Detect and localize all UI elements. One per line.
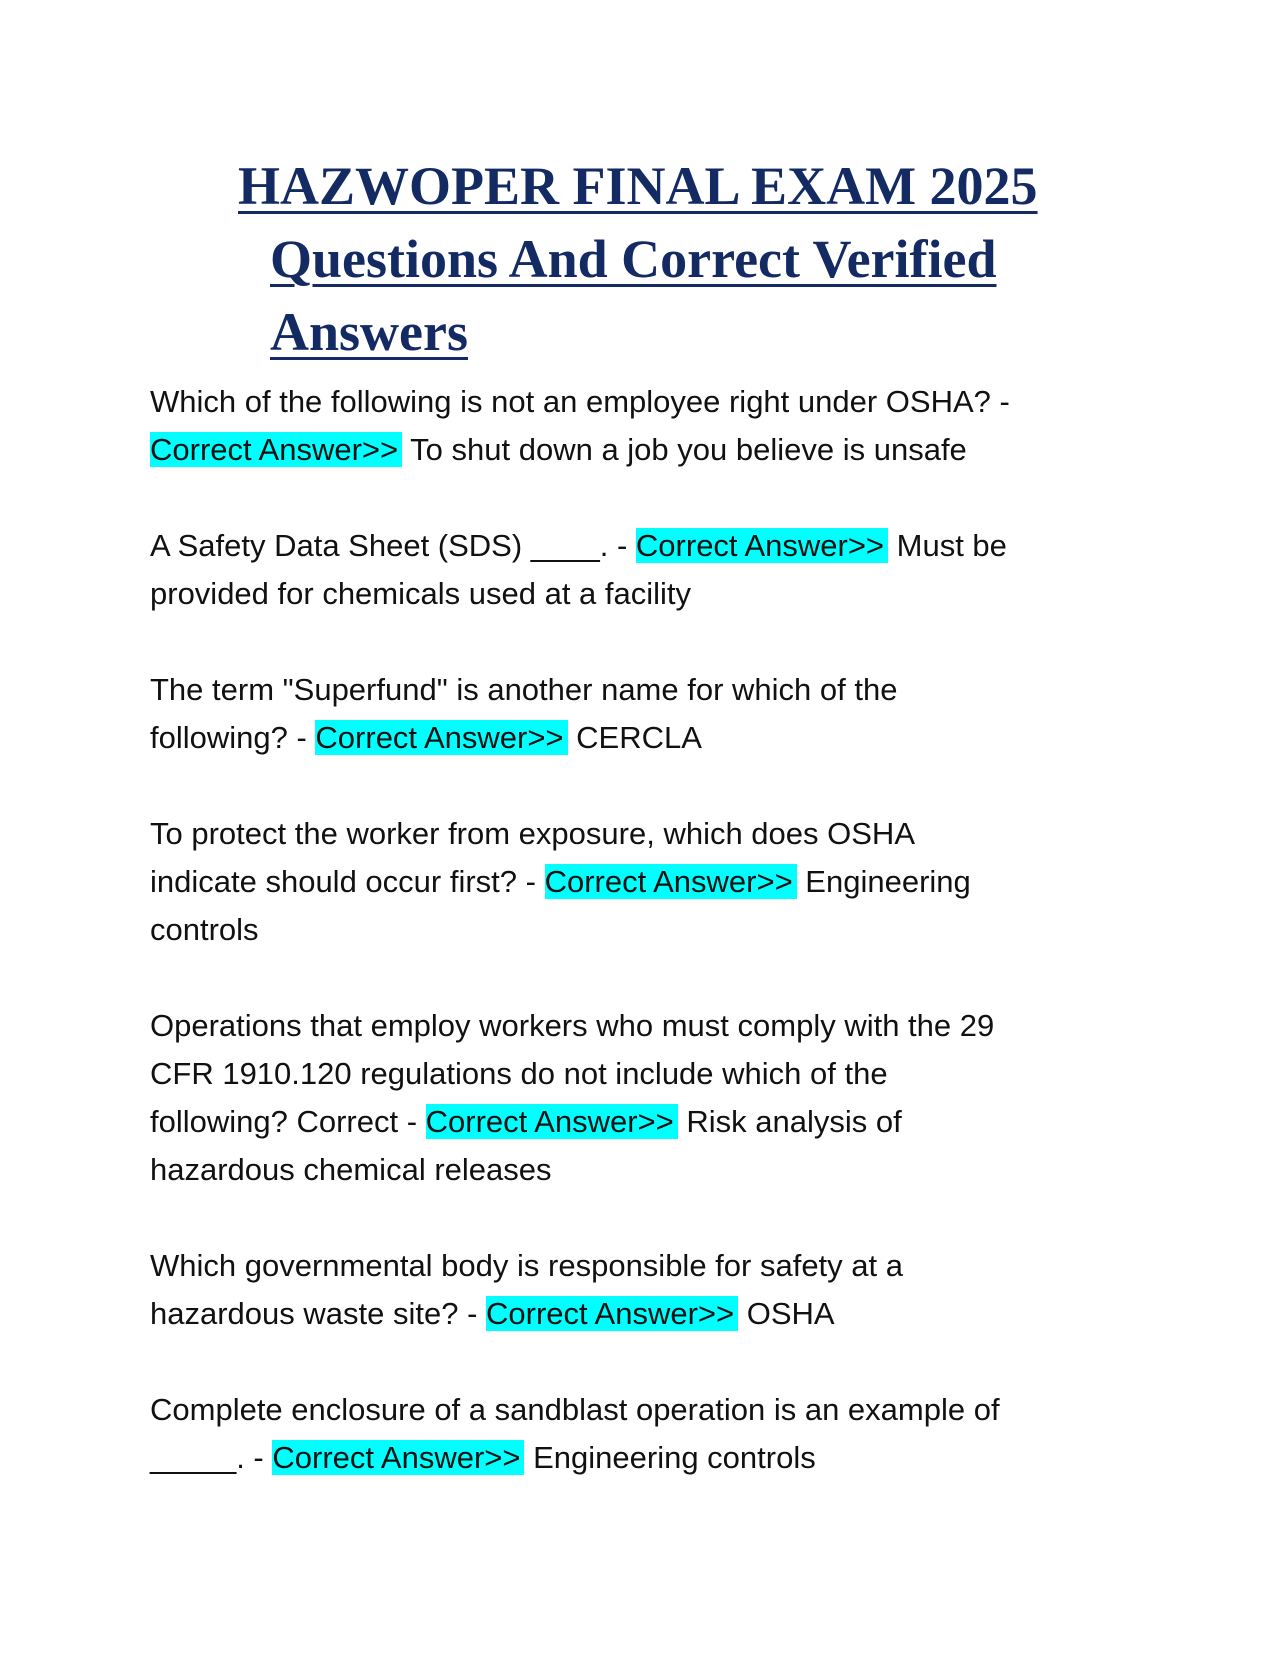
title-line-2: Questions And Correct Verified bbox=[270, 229, 997, 289]
qa-text: The term "Superfund" is another name for which of the bbox=[150, 672, 898, 707]
title-line-3: Answers bbox=[270, 302, 468, 362]
qa-text: Operations that employ workers who must comply with the 29 bbox=[150, 1008, 995, 1043]
answer-text: Must be bbox=[888, 528, 1007, 563]
qa-text: following? - bbox=[150, 720, 316, 755]
qa-item bbox=[150, 810, 1140, 954]
qa-item bbox=[150, 1242, 1140, 1338]
qa-line bbox=[150, 570, 1140, 618]
qa-text: hazardous waste site? - bbox=[150, 1296, 487, 1331]
qa-line bbox=[150, 1290, 1140, 1338]
qa-line bbox=[150, 1242, 1140, 1290]
qa-text: CFR 1910.120 regulations do not include which of the bbox=[150, 1056, 888, 1091]
qa-line bbox=[150, 1050, 1140, 1098]
qa-text: Complete enclosure of a sandblast operation is an example of bbox=[150, 1392, 1000, 1427]
correct-answer-marker: Correct Answer>> bbox=[272, 1440, 524, 1475]
correct-answer-marker: Correct Answer>> bbox=[150, 432, 402, 467]
correct-answer-marker: Correct Answer>> bbox=[315, 720, 567, 755]
qa-line bbox=[150, 378, 1140, 426]
correct-answer-marker: Correct Answer>> bbox=[545, 864, 797, 899]
qa-text: following? Correct - bbox=[150, 1104, 426, 1139]
qa-line bbox=[150, 858, 1140, 906]
qa-text: hazardous chemical releases bbox=[150, 1152, 552, 1187]
answer-text: OSHA bbox=[738, 1296, 835, 1331]
answer-text: Engineering bbox=[796, 864, 971, 899]
correct-answer-marker: Correct Answer>> bbox=[426, 1104, 678, 1139]
qa-text: provided for chemicals used at a facility bbox=[150, 576, 692, 611]
qa-text: Which of the following is not an employee right under OSHA? - bbox=[150, 384, 1010, 419]
qa-line bbox=[150, 1098, 1140, 1146]
qa-line bbox=[150, 1146, 1140, 1194]
qa-text: indicate should occur first? - bbox=[150, 864, 545, 899]
question-answer-list bbox=[150, 378, 1140, 1530]
qa-line bbox=[150, 1386, 1140, 1434]
qa-item bbox=[150, 378, 1140, 474]
answer-text: To shut down a job you believe is unsafe bbox=[402, 432, 967, 467]
qa-line bbox=[150, 522, 1140, 570]
answer-text: Risk analysis of bbox=[677, 1104, 902, 1139]
correct-answer-marker: Correct Answer>> bbox=[636, 528, 888, 563]
correct-answer-marker: Correct Answer>> bbox=[486, 1296, 738, 1331]
qa-line bbox=[150, 810, 1140, 858]
qa-item bbox=[150, 1386, 1140, 1482]
qa-line bbox=[150, 1434, 1140, 1482]
qa-line bbox=[150, 714, 1140, 762]
answer-text: CERCLA bbox=[567, 720, 702, 755]
qa-line bbox=[150, 666, 1140, 714]
qa-line bbox=[150, 906, 1140, 954]
qa-item bbox=[150, 666, 1140, 762]
qa-text: Which governmental body is responsible for safety at a bbox=[150, 1248, 903, 1283]
qa-text: controls bbox=[150, 912, 259, 947]
qa-item bbox=[150, 1002, 1140, 1194]
qa-text: _____. - bbox=[150, 1440, 273, 1475]
answer-text: Engineering controls bbox=[524, 1440, 816, 1475]
qa-text: To protect the worker from exposure, which does OSHA bbox=[150, 816, 915, 851]
title-line-1: HAZWOPER FINAL EXAM 2025 bbox=[238, 156, 1038, 216]
qa-item bbox=[150, 522, 1140, 618]
qa-line bbox=[150, 1002, 1140, 1050]
qa-text: A Safety Data Sheet (SDS) ____. - bbox=[150, 528, 636, 563]
qa-line bbox=[150, 426, 1140, 474]
